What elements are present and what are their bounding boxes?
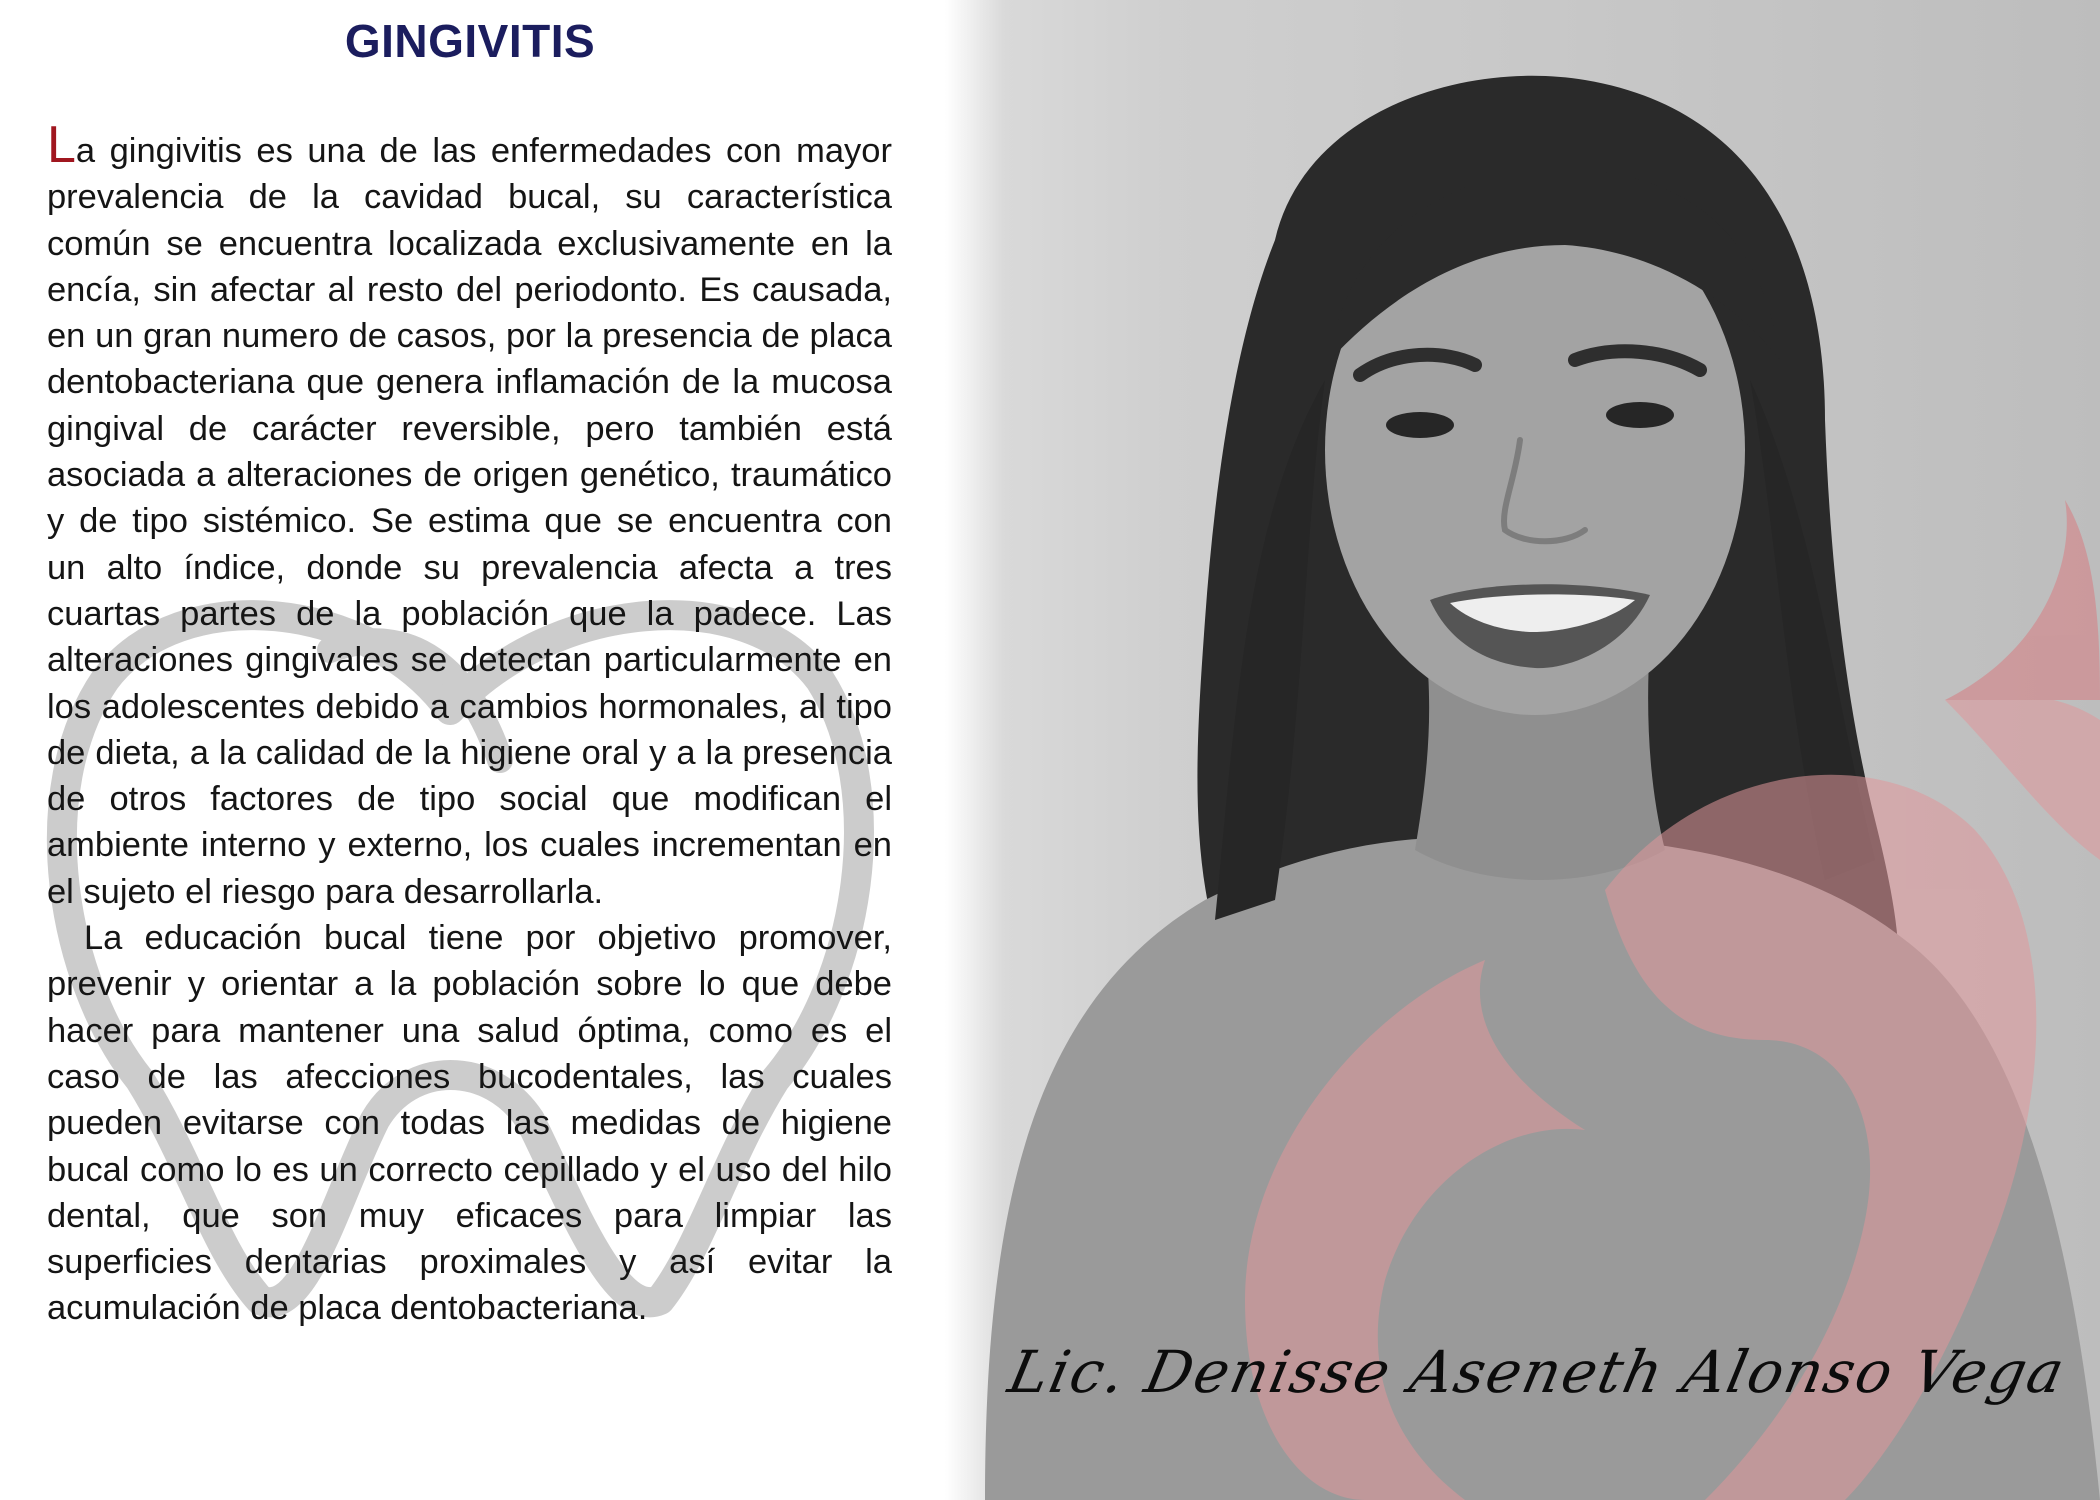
left-eye-shape (1386, 412, 1454, 438)
drop-cap: L (47, 116, 76, 174)
portrait-illustration (945, 0, 2100, 1500)
article-body (47, 116, 892, 1332)
article-title: GINGIVITIS (344, 15, 596, 67)
author-signature: Lic. Denisse Aseneth Alonso Vega (1002, 1338, 2072, 1406)
portrait-photo (945, 0, 2100, 1500)
paragraph-1-text: a gingivitis es una de las enfermedades con mayor prevalencia de la cavidad bucal, su característica común se encuentra localizada exclusivamente en la encía, sin afectar al resto del periodonto. Es causada, en un gran numero de casos, por la presencia de placa dentobacteriana que genera inflamación de la mucosa gingival de carácter reversible, pero también está asociada a alteraciones de origen genético, traumático y de tipo sistémico. Se estima que se encuentra con un alto índice, donde su prevalencia afecta a tres cuartas partes de la población que la padece. Las alteraciones gingivales se detectan particularmente en los adolescentes debido a cambios hormonales, al tipo de dieta, a la calidad de la higiene oral y a la presencia de otros factores de tipo social que modifican el ambiente interno y externo, los cuales incrementan en el sujeto el riesgo para desarrollarla. (47, 132, 892, 911)
paragraph-2: La educación bucal tiene por objetivo promover, prevenir y orientar a la población sobre lo que debe hacer para mantener una salud óptima, como es el caso de las afecciones bucodentales, las cuales pueden evitarse con todas las medidas de higiene bucal como lo es un correcto cepillado y el uso del hilo dental, que son muy eficaces para limpiar las superficies dentarias proximales y así evitar la acumulación de placa dentobacteriana. (47, 919, 892, 1328)
article-column (0, 0, 945, 1500)
right-eye-shape (1606, 402, 1674, 428)
paragraph-1 (47, 116, 892, 915)
